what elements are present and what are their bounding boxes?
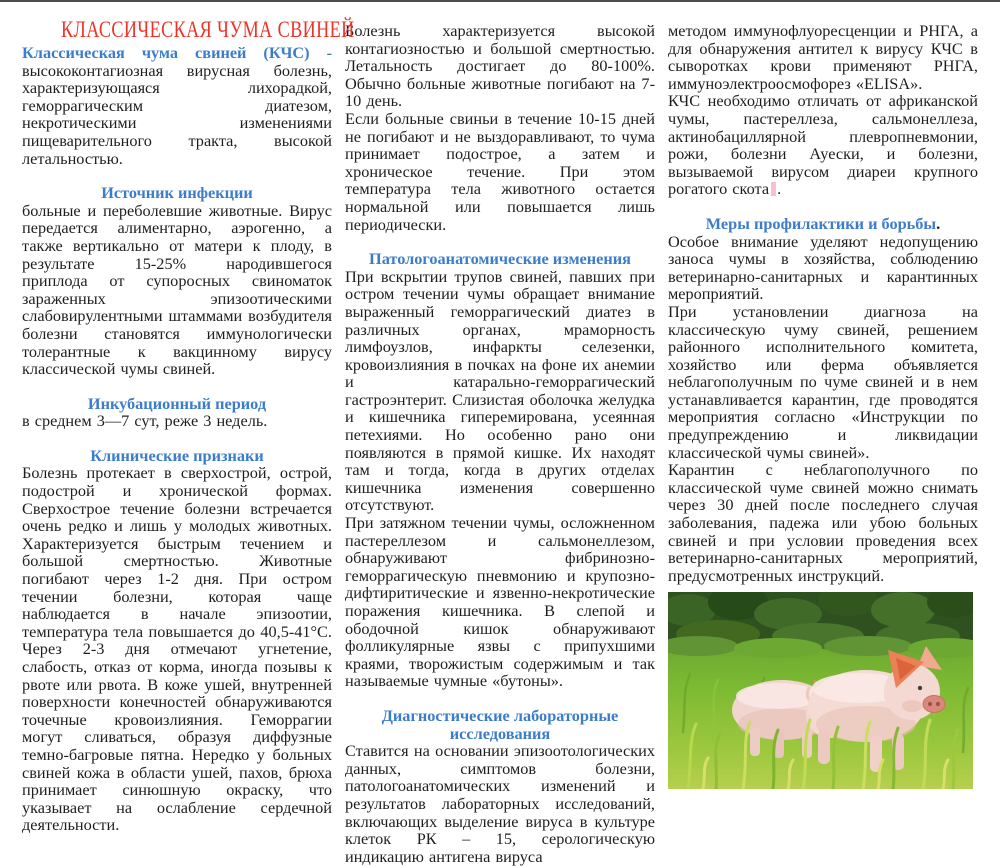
body-paragraph: Ставится на основании эпизоотологических данных, симптомов болезни, патологоанатомических изменений и результатов лабораторных исследований, включающих выделение вируса в культуре клеток РК – 15, серологическую индикацию антигена вируса bbox=[345, 741, 655, 866]
section-heading bbox=[22, 184, 332, 202]
section-heading bbox=[345, 250, 655, 268]
body-paragraph: При вскрытии трупов свиней, павших при остром течении чумы обращает внимание выраженный геморрагический диатез в различных органах, мраморность лимфоузлов, инфаркты селезенки, кровоизлияния в почках на фоне их анемии и катарально-геморрагический гастроэнтерит. Слизистая оболочка желудка и кишечника гиперемирована, усеянная петехиями. Но особенно рано они появляются в прямой кишке. Их находят там и тогда, когда в других отделах кишечника изменения совершенно отсутствуют. bbox=[345, 266, 655, 515]
section-heading bbox=[668, 215, 978, 233]
piglets-photo-graphic bbox=[668, 592, 973, 789]
body-paragraph: При затяжном течении чумы, осложненном пастереллезом и сальмонеллезом, обнаруживают фибринозно-геморрагическую пневмонию и крупозно-дифтиритические и язвенно-некротические поражения кишечника. В слепой и ободочной кишок обнаруживают фолликулярные язвы с припухшими краями, творожистым содержимым и так называемые чумные «бутоны». bbox=[345, 513, 655, 691]
column-right bbox=[668, 10, 978, 707]
column-middle bbox=[345, 10, 655, 866]
body-paragraph: Болезнь характеризуется высокой контагиозностью и большой смертностью. Летальность достигает до 80-100%. Обычно больные животные погибают на 7- 10 день. bbox=[345, 21, 655, 111]
body-paragraph: в среднем 3—7 сут, реже 3 недель. bbox=[22, 411, 268, 431]
section-heading-text: Диагностические лабораторные исследования bbox=[381, 705, 619, 743]
section-heading bbox=[22, 395, 332, 413]
section-heading-text: Клинические признаки bbox=[90, 445, 264, 465]
body-paragraph: больные и переболевшие животные. Вирус передается алиментарно, аэрогенно, а также вертикально от матери к плоду, в результате 15-25% народившегося приплода от супоросных свиноматок зараженных эпизоотическими слабовирулентными штаммами возбудителя болезни становятся иммунологически толерантные к вакцинному вирусу классической чумы свиней. bbox=[22, 200, 332, 379]
section-heading-text: Меры профилактики и борьбы bbox=[705, 213, 937, 233]
page-title-text: КЛАССИЧЕСКАЯ ЧУМА СВИНЕЙ bbox=[61, 17, 355, 42]
body-paragraph: Болезнь протекает в сверхострой, острой, подострой и хронической формах. Сверхострое течение болезни встречается очень редко и лишь у молодых животных. Характеризуется быстрым течением и большой смертностью. Животные погибают через 1-2 дня. При остром течении болезни, которая чаще наблюдается в начале эпизоотии, температура тела повышается до 40,5-41°С. Через 2-3 дня отмечают угнетение, слабость, отказ от корма, иногда позывы к рвоте или рвота. В коже ушей, внутренней поверхности конечностей обнаруживаются точечные кровоизлияния. Геморрагии могут сливаться, образуя диффузные темно-багровые пятна. Нередко у больных свиней кожа в области ушей, пахов, брюха принимает синюшную окраску, что указывает на ослабление сердечной деятельности. bbox=[22, 463, 332, 835]
lead-paragraph: Классическая чума свиней (КЧС) - высококонтагиозная вирусная болезнь, характеризующаяся лихорадкой, геморрагическим диатезом, некротическими изменениями пищеварительного тракта, высокой летальностью. bbox=[22, 43, 332, 168]
lead-term: Классическая чума свиней (КЧС) - bbox=[22, 43, 332, 62]
body-paragraph: Особое внимание уделяют недопущению заноса чумы в хозяйства, соблюдению ветеринарно-санитарных и карантинных мероприятий. bbox=[668, 231, 978, 304]
body-paragraph: При установлении диагноза на классическую чуму свиней, решением районного исполнительного комитета, хозяйство или ферма объявляется неблагополучным по чуме свиней и в нем устанавливается карантин, где проводятся мероприятия согласно «Инструкции по предупреждению и ликвидации классической чумы свиней». bbox=[668, 301, 978, 462]
piglets-photo bbox=[668, 592, 973, 789]
section-heading-text: Инкубационный период bbox=[87, 393, 267, 413]
body-paragraph: КЧС необходимо отличать от африканской чумы, пастереллеза, сальмонеллеза, актинобациллярной плевропневмонии, рожи, болезни Ауески, и болезни, вызываемой вирусом диареи крупного рогатого скота . bbox=[668, 91, 978, 199]
section-heading-text: Источник инфекции bbox=[101, 183, 253, 203]
section-heading-text: Патологоанатомические изменения bbox=[369, 249, 631, 269]
section-heading-suffix: . bbox=[936, 213, 941, 233]
highlight-artifact bbox=[771, 182, 776, 196]
body-paragraph: Если больные свиньи в течение 10-15 дней не погибают и не выздоравливают, то чума принимает подострое, а затем и хроническое течение. При этом температура тела животного остается нормальной или повышается лишь периодически. bbox=[345, 108, 655, 234]
column-left bbox=[22, 10, 355, 835]
body-paragraph: Карантин с неблагополучного по классической чуме свиней можно снимать через 30 дней после последнего случая заболевания, падежа или убою больных свиней и при условии проведения всех ветеринарно-санитарных мероприятий, предусмотренных инструкций. bbox=[668, 460, 978, 585]
section-heading bbox=[22, 447, 332, 465]
body-paragraph: методом иммунофлуоресценции и РНГА, а для обнаружения антител к вирусу КЧС в сыворотках крови применяют РНГА, иммуноэлектроосмофорез «ELISA». bbox=[668, 21, 978, 93]
section-heading bbox=[345, 707, 655, 742]
page-title bbox=[22, 16, 355, 43]
